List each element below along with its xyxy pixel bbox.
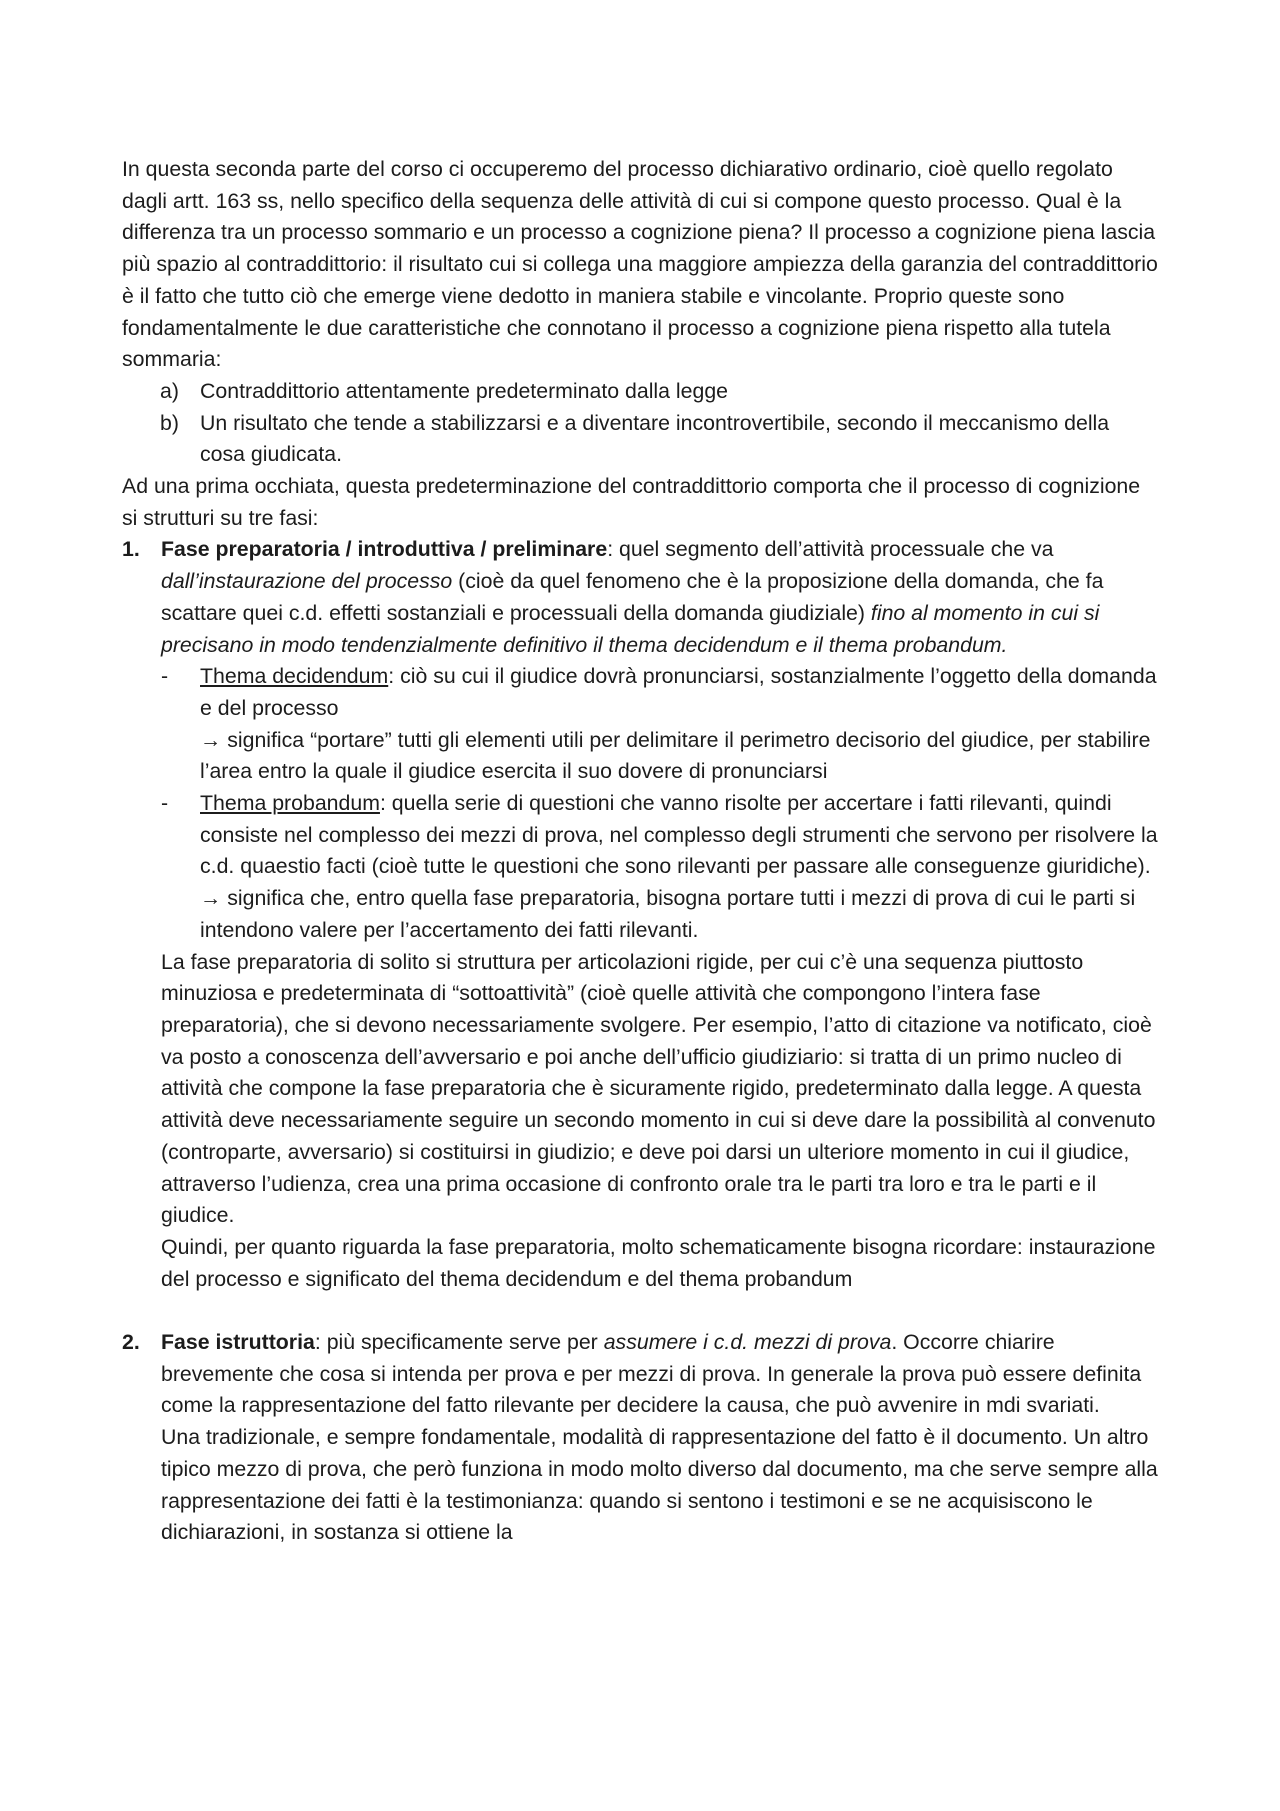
thema-decidendum-item: - Thema decidendum: ciò su cui il giudice dovrà pronunciarsi, sostanzialmente l’oggetto della domanda e del processo → significa “portare” tutti gli elementi utili per delimitare il perimetro decisorio del giudice, per stabilire l’area entro la quale il giudice esercita il suo dovere di pronunciarsi — [161, 661, 1160, 788]
phase-2-definition: Fase istruttoria: più specificamente serve per assumere i c.d. mezzi di prova. Occorre chiarire brevemente che cosa si intenda per prova e per mezzi di prova. In generale la prova può essere definita come la rappresentazione del fatto rilevante per decidere la causa, che può avvenire in mdi svariati. — [161, 1330, 1142, 1418]
phases-intro-paragraph: Ad una prima occhiata, questa predeterminazione del contraddittorio comporta che il processo di cognizione si strutturi su tre fasi: — [122, 474, 1141, 530]
phase-1-title: Fase preparatoria / introduttiva / preliminare — [161, 537, 608, 562]
spacer — [122, 1295, 1160, 1327]
dash-marker: - — [161, 664, 169, 689]
characteristics-list — [122, 376, 1160, 471]
list-item — [122, 376, 1160, 408]
phase-2-paragraph: Una tradizionale, e sempre fondamentale, modalità di rappresentazione del fatto è il documento. Un altro tipico mezzo di prova, che però funziona in modo molto diverso dal documento, ma che serve sempre alla rappresentazione dei fatti è la testimonianza: quando si sentono i testimoni e se ne acquisiscono le dichiarazioni, in sostanza si ottiene la — [161, 1425, 1158, 1545]
arrow-note: → significa che, entro quella fase preparatoria, bisogna portare tutti i mezzi di prova di cui le parti si intendono valere per l’accertamento dei fatti rilevanti. — [200, 886, 1136, 942]
list-item — [122, 408, 1160, 471]
phase-1-definition: Fase preparatoria / introduttiva / preliminare: quel segmento dell’attività processuale che va dall’instaurazione del processo (cioè da quel fenomeno che è la proposizione della domanda, che fa scattare quei c.d. effetti sostanziali e processuali della domanda giudiziale) fino al momento in cui si precisano in modo tendenzialmente definitivo il thema decidendum e il thema probandum. — [161, 537, 1104, 657]
phase-1-section — [122, 534, 1160, 1295]
arrow-note: → significa “portare” tutti gli elementi utili per delimitare il perimetro decisorio del giudice, per stabilire l’area entro la quale il giudice esercita il suo dovere di pronunciarsi — [200, 727, 1151, 784]
phase-number: 1. — [122, 537, 140, 562]
list-item-text: Contraddittorio attentamente predeterminato dalla legge — [200, 378, 729, 403]
thema-probandum-item: - Thema probandum: quella serie di questioni che vanno risolte per accertare i fatti rilevanti, quindi consiste nel complesso dei mezzi di prova, nel complesso degli strumenti che servono per risolvere la c.d. quaestio facti (cioè tutte le questioni che sono rilevanti per passare alle conseguenze giuridiche). → significa che, entro quella fase preparatoria, bisogna portare tutti i mezzi di prova di cui le parti si intendono valere per l’accertamento dei fatti rilevanti. — [161, 788, 1160, 947]
thema-decidendum-term: Thema decidendum — [200, 664, 389, 689]
list-marker: b) — [160, 410, 179, 435]
list-marker: a) — [160, 378, 179, 403]
phase-2-title: Fase istruttoria — [161, 1330, 315, 1354]
phase-1-summary: Quindi, per quanto riguarda la fase preparatoria, molto schematicamente bisogna ricordare: instaurazione del processo e significato del thema decidendum e del thema probandum — [161, 1234, 1156, 1291]
phase-number: 2. — [122, 1330, 140, 1354]
phase-1-paragraph: La fase preparatoria di solito si struttura per articolazioni rigide, per cui c’è una sequenza piuttosto minuziosa e predeterminata di “sottoattività” (cioè quelle attività che compongono l’intera fase preparatoria), che si devono necessariamente svolgere. Per esempio, l’atto di citazione va notificato, cioè va posto a conoscenza dell’avversario e poi anche dell’ufficio giudiziario: si tratta di un primo nucleo di attività che compone la fase preparatoria che è sicuramente rigido, predeterminato dalla legge. A questa attività deve necessariamente seguire un secondo momento in cui si deve dare la possibilità al convenuto (controparte, avversario) si costituirsi in giudizio; e deve poi darsi un ulteriore momento in cui il giudice, attraverso l’udienza, crea una prima occasione di confronto orale tra le parti tra loro e tra le parti e il giudice. — [161, 949, 1156, 1228]
phase-2-section — [122, 1327, 1160, 1549]
dash-marker: - — [161, 791, 169, 816]
thema-probandum-term: Thema probandum — [200, 791, 380, 816]
intro-paragraph: In questa seconda parte del corso ci occuperemo del processo dichiarativo ordinario, cioè quello regolato dagli artt. 163 ss, nello specifico della sequenza delle attività di cui si compone questo processo. Qual è la differenza tra un processo sommario e un processo a cognizione piena? Il processo a cognizione piena lascia più spazio al contraddittorio: il risultato cui si collega una maggiore ampiezza della garanzia del contraddittorio è il fatto che tutto ciò che emerge viene dedotto in maniera stabile e vincolante. Proprio queste sono fondamentalmente le due caratteristiche che connotano il processo a cognizione piena rispetto alla tutela sommaria: — [122, 157, 1158, 372]
list-item-text: Un risultato che tende a stabilizzarsi e a diventare incontrovertibile, secondo il meccanismo della cosa giudicata. — [200, 410, 1110, 467]
